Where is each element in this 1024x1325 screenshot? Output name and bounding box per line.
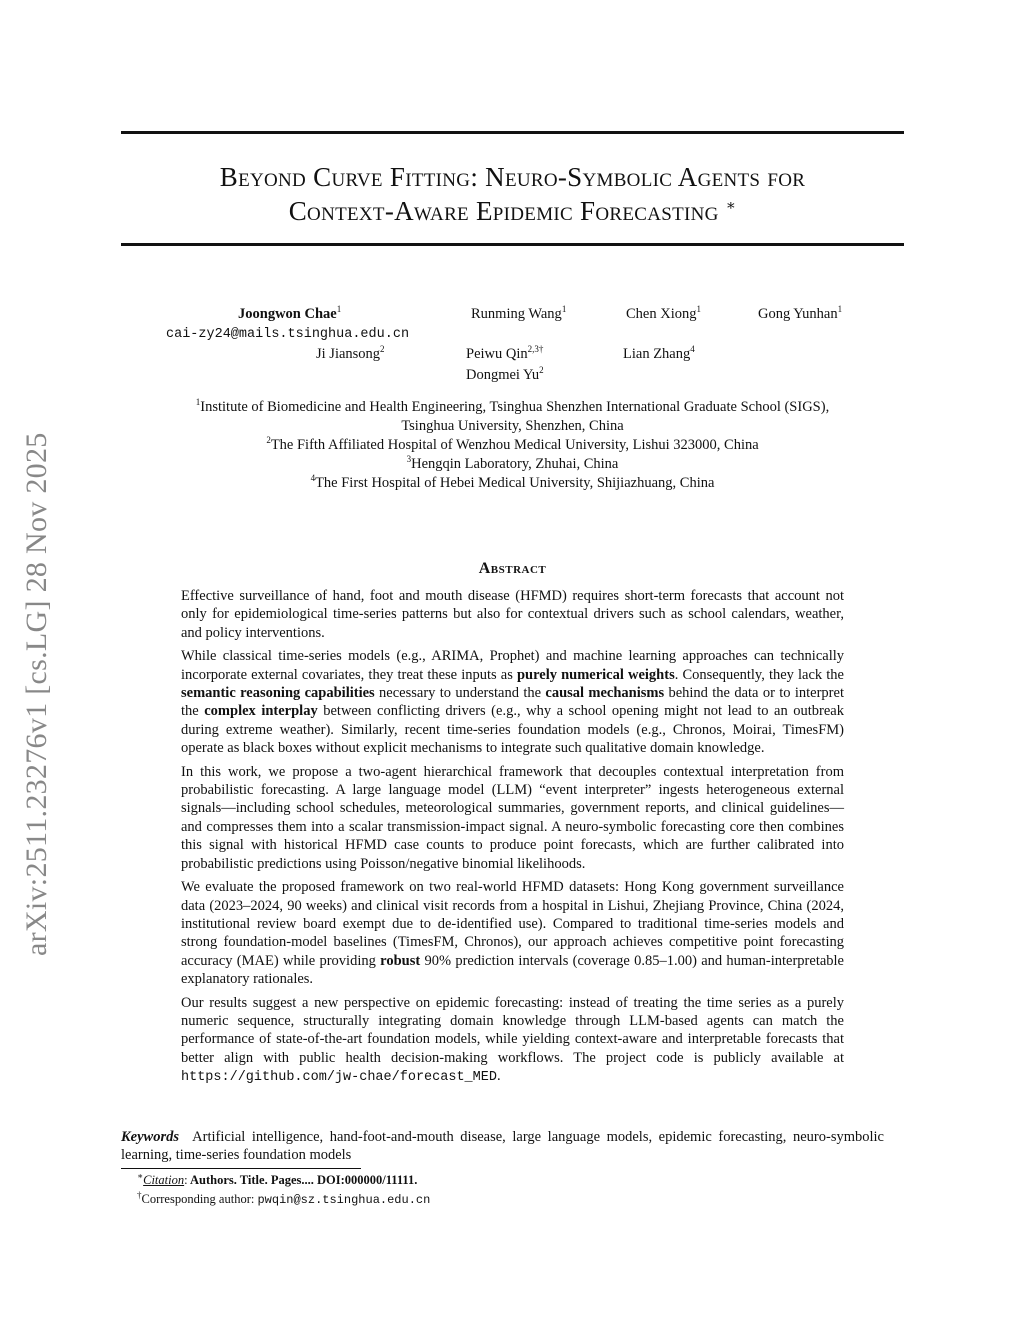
author-2: Runming Wang$^1$ [471,304,567,322]
author-8: Dongmei Yu$^2$ [466,365,544,383]
keywords-label: Keywords [121,1129,179,1145]
author-5: Ji Jiansong$^2$ [316,344,385,362]
title-footnote-marker: ∗ [725,198,737,214]
author-1-email[interactable]: cai-zy24@mails.tsinghua.edu.cn [166,327,410,342]
author-4: Gong Yunhan$^1$ [758,304,843,322]
affiliation-1: $^1$Institute of Biomedicine and Health Engineering, Tsinghua Shenzhen International Graduate School (SIGS), [195,397,830,415]
affiliation-4: $^4$The First Hospital of Hebei Medical University, Shijiazhuang, China [310,473,715,491]
author-7: Lian Zhang$^4$ [623,344,695,362]
corresponding-email[interactable]: pwqin@sz.tsinghua.edu.cn [257,1193,431,1207]
author-6: Peiwu Qin$^{2,3\dagger}$ [466,344,544,362]
project-code-link[interactable]: https://github.com/jw-chae/forecast_MED [181,1070,497,1086]
arxiv-identifier: arXiv:2511.23276v1 [cs.LG] 28 Nov 2025 [20,432,53,956]
footnote-rule [121,1168,361,1169]
author-3: Chen Xiong$^1$ [626,304,701,322]
title-line-1: Beyond Curve Fitting: Neuro-Symbolic Agents for [219,162,806,192]
abstract-paragraph-5: Our results suggest a new perspective on epidemic forecasting: instead of treating the time series as a purely numeric sequence, structurally integrating domain knowledge through LLM-based agents can match the performance of state-of-the-art foundation models, while yielding context-aware and interpretable forecasts that better align with public health decision-making workflows. The project code is publicly available at https://github.com/jw-chae/forecast_MED. [181,994,844,1086]
abstract-paragraph-1: Effective surveillance of hand, foot and mouth disease (HFMD) requires short-term forecasts that account not only for epidemiological time-series patterns but also for contextual drivers such as school calendars, weather, and policy interventions. [181,588,844,641]
affiliation-1-continued: Tsinghua University, Shenzhen, China [401,418,624,434]
footnote-citation: ∗Citation: Authors. Title. Pages.... DOI:000000/11111. [137,1170,418,1187]
footnote-corresponding-author: †Corresponding author: pwqin@sz.tsinghua.edu.cn [137,1189,431,1207]
abstract-paragraph-3: In this work, we propose a two-agent hierarchical framework that decouples contextual interpretation from probabilistic forecasting. A large language model (LLM) “event interpreter” ingests heterogeneous external signals—including school schedules, meteorological summaries, government reports, and clinical guidelines—and compresses them into a scalar transmission-impact signal. A neuro-symbolic forecasting core then combines this signal with historical HFMD case counts to produce point forecasts, which are further calibrated into probabilistic predictions using Poisson/negative binomial likelihoods. [181,763,844,872]
keywords [121,1128,884,1165]
abstract-paragraph-2: While classical time-series models (e.g., ARIMA, Prophet) and machine learning approaches can technically incorporate external covariates, they treat these inputs as purely numerical weights. Consequently, they lack the semantic reasoning capabilities necessary to understand the causal mechanisms behind the data or to interpret the complex interplay between conflicting drivers (e.g., why a school opening might not lead to an outbreak during extreme weather). Similarly, recent time-series foundation models (e.g., Chronos, Moirai, TimesFM) operate as black boxes without explicit mechanisms to integrate such qualitative domain knowledge. [181,648,844,757]
abstract-body [181,587,844,1093]
affiliation-2: $^2$The Fifth Affiliated Hospital of Wenzhou Medical University, Lishui 323000, China [266,435,759,453]
affiliation-3: $^3$Hengqin Laboratory, Zhuhai, China [406,454,619,472]
author-1: Joongwon Chae$^1$ [238,304,342,322]
abstract-heading: Abstract [478,560,547,577]
abstract-paragraph-4: We evaluate the proposed framework on two real-world HFMD datasets: Hong Kong government surveillance data (2023–2024, 90 weeks) and clinical visit records from a hospital in Lishui, Zhejiang Province, China (2024, institutional review board exempt due to de-identified use). Compared to traditional time-series models and strong foundation-model baselines (TimesFM, Chronos), our approach achieves competitive point forecasting accuracy (MAE) while providing robust 90% prediction intervals (coverage 0.85–1.00) and human-interpretable explanatory rationales. [181,879,844,988]
keywords-text: Artificial intelligence, hand-foot-and-mouth disease, large language models, epidemic forecasting, neuro-symbolic learning, time-series foundation models [121,1129,884,1164]
title-line-2: Context-Aware Epidemic Forecasting [288,196,719,226]
title-top-rule [121,131,904,134]
title-bottom-rule [121,243,904,246]
paper-title [121,160,904,228]
